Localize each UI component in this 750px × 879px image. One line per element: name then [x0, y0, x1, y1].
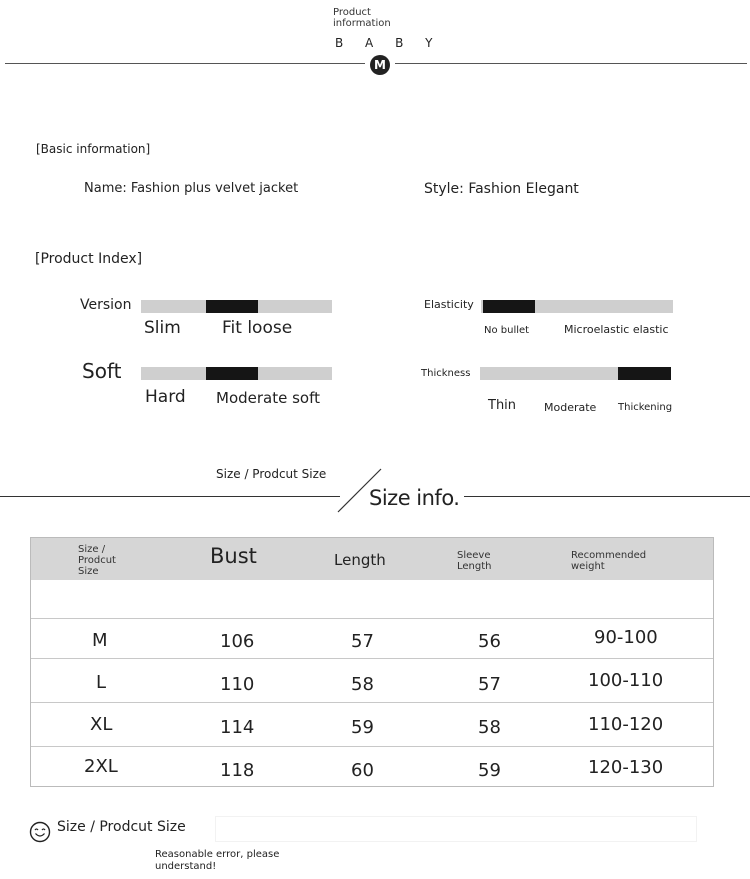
version-left-label: Slim: [144, 318, 181, 338]
row-m-size: M: [92, 630, 108, 651]
row-divider: [31, 658, 713, 659]
header-recommended-weight: Recommended weight: [571, 550, 647, 572]
version-bar: [141, 300, 332, 313]
row-l-bust: 110: [220, 674, 255, 695]
elasticity-right-label: Microelastic elastic: [564, 323, 669, 336]
version-label: Version: [80, 297, 132, 313]
row-2xl-sleeve: 59: [478, 760, 501, 781]
row-2xl-length: 60: [351, 760, 374, 781]
thickness-label: Thickness: [421, 368, 471, 379]
header-divider-left: [5, 63, 365, 64]
row-m-length: 57: [351, 631, 374, 652]
size-section-subtitle: Size / Prodcut Size: [216, 467, 327, 481]
product-information-label: Product information: [333, 7, 391, 29]
row-2xl-weight: 120-130: [588, 757, 664, 778]
row-2xl-size: 2XL: [84, 756, 118, 777]
thickness-middle-label: Moderate: [544, 401, 597, 414]
row-xl-size: XL: [90, 714, 113, 735]
header-sleeve-length: Sleeve Length: [457, 550, 492, 572]
header-size: Size / Prodcut Size: [78, 544, 116, 577]
row-divider: [31, 746, 713, 747]
row-2xl-bust: 118: [220, 760, 255, 781]
thickness-bar-fill: [618, 367, 671, 380]
thickness-left-label: Thin: [488, 398, 517, 413]
row-xl-length: 59: [351, 717, 374, 738]
header-bust: Bust: [210, 544, 257, 568]
version-right-label: Fit loose: [222, 318, 293, 338]
size-divider-right: [464, 496, 750, 497]
soft-right-label: Moderate soft: [216, 389, 320, 407]
brand-name: B A B Y: [335, 36, 442, 50]
thickness-right-label: Thickening: [618, 402, 673, 413]
soft-label: Soft: [82, 359, 122, 383]
size-divider-left: [0, 496, 340, 497]
size-table-header: [31, 538, 713, 580]
elasticity-left-label: No bullet: [484, 325, 530, 336]
product-index-heading: [Product Index]: [35, 251, 143, 267]
basic-info-heading: [Basic information]: [36, 142, 151, 156]
soft-left-label: Hard: [145, 387, 186, 407]
size-table: [30, 537, 714, 787]
elasticity-label: Elasticity: [424, 298, 474, 311]
row-l-size: L: [96, 672, 107, 693]
size-section-title: Size info.: [369, 486, 460, 510]
thickness-bar: [480, 367, 671, 380]
brand-logo-badge: M: [370, 55, 390, 75]
row-m-sleeve: 56: [478, 631, 501, 652]
row-divider: [31, 702, 713, 703]
smile-icon: [29, 821, 51, 843]
row-xl-weight: 110-120: [588, 714, 664, 735]
row-l-sleeve: 57: [478, 674, 501, 695]
soft-bar: [141, 367, 332, 380]
version-bar-fill: [206, 300, 258, 313]
row-l-weight: 100-110: [588, 670, 664, 691]
footer-decor-box: [215, 816, 697, 842]
row-xl-sleeve: 58: [478, 717, 501, 738]
elasticity-bar-fill: [483, 300, 535, 313]
row-divider: [31, 618, 713, 619]
footer-note: Reasonable error, please understand!: [155, 849, 280, 872]
footer-title: Size / Prodcut Size: [57, 819, 186, 835]
elasticity-bar: [481, 300, 673, 313]
product-name: Name: Fashion plus velvet jacket: [84, 181, 299, 196]
header-divider-right: [395, 63, 747, 64]
row-xl-bust: 114: [220, 717, 255, 738]
soft-bar-fill: [206, 367, 258, 380]
header-length: Length: [334, 551, 386, 569]
product-style: Style: Fashion Elegant: [424, 181, 579, 197]
row-l-length: 58: [351, 674, 374, 695]
row-m-weight: 90-100: [594, 627, 658, 648]
row-m-bust: 106: [220, 631, 255, 652]
